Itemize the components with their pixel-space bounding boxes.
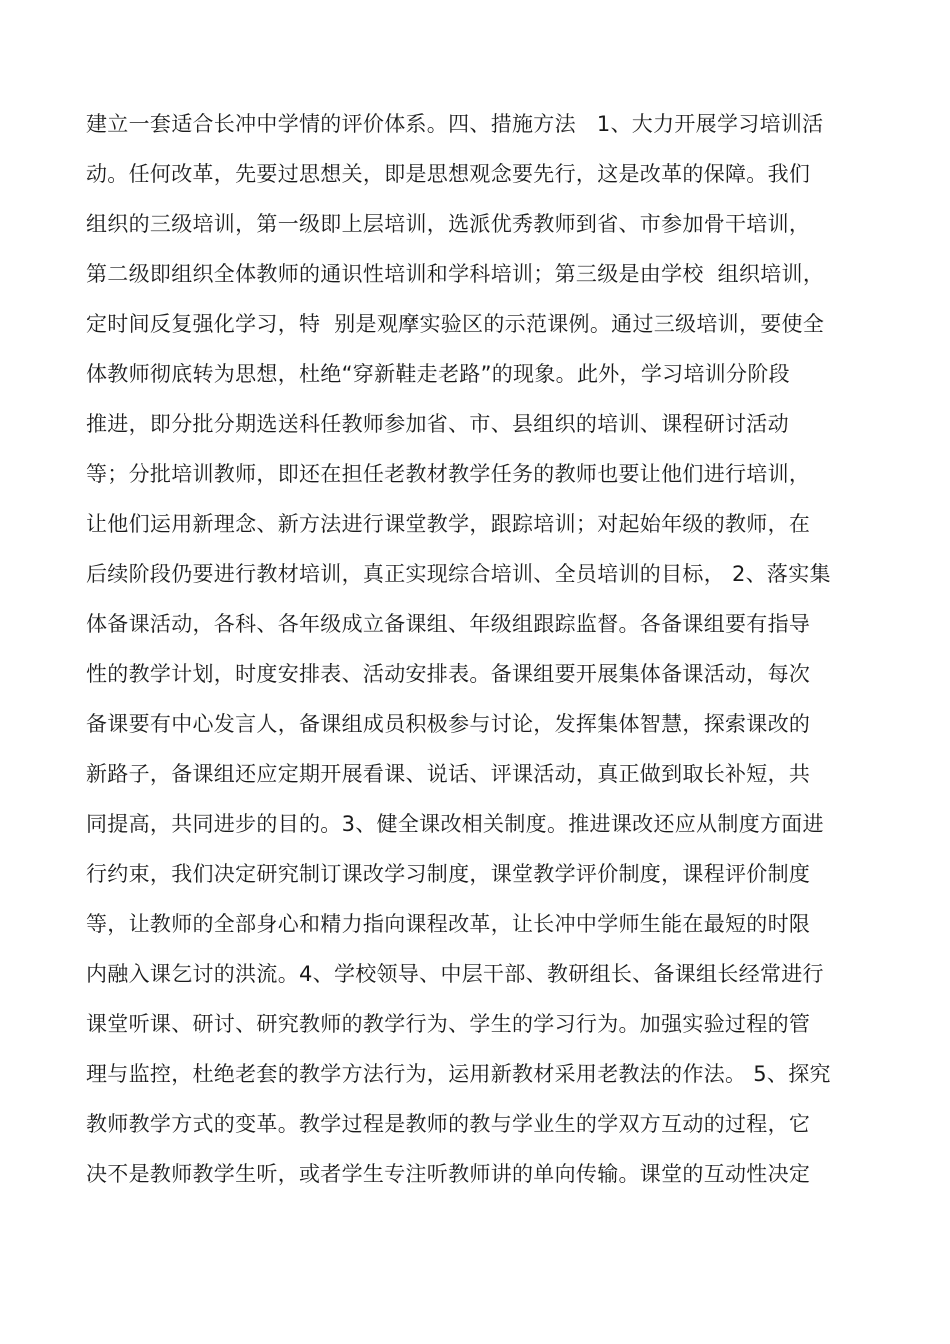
text-line: 后续阶段仍要进行教材培训，真正实现综合培训、全员培训的目标， 2、落实集 bbox=[86, 562, 831, 586]
text-line: 第二级即组织全体教师的通识性培训和学科培训；第三级是由学校 组织培训， bbox=[86, 262, 825, 286]
text-line: 等，让教师的全部身心和精力指向课程改革，让长冲中学师生能在最短的时限 bbox=[86, 912, 811, 936]
text-line: 组织的三级培训，第一级即上层培训，选派优秀教师到省、市参加骨干培训， bbox=[86, 212, 811, 236]
text-line: 决不是教师教学生听，或者学生专注听教师讲的单向传输。课堂的互动性决定 bbox=[86, 1162, 811, 1186]
text-line: 建立一套适合长冲中学情的评价体系。四、措施方法 1、大力开展学习培训活 bbox=[86, 112, 824, 136]
text-line: 让他们运用新理念、新方法进行课堂教学，跟踪培训；对起始年级的教师，在 bbox=[86, 512, 811, 536]
text-line: 定时间反复强化学习，特 别是观摩实验区的示范课例。通过三级培训，要使全 bbox=[86, 312, 825, 336]
text-line: 等；分批培训教师，即还在担任老教材教学任务的教师也要让他们进行培训， bbox=[86, 462, 811, 486]
text-line: 同提高，共同进步的目的。3、健全课改相关制度。推进课改还应从制度方面进 bbox=[86, 812, 824, 836]
text-line: 动。任何改革，先要过思想关，即是思想观念要先行，这是改革的保障。我们 bbox=[86, 162, 811, 186]
text-line: 新路子，备课组还应定期开展看课、说话、评课活动，真正做到取长补短，共 bbox=[86, 762, 811, 786]
body-text bbox=[86, 104, 886, 1204]
text-line: 课堂听课、研讨、研究教师的教学行为、学生的学习行为。加强实验过程的管 bbox=[86, 1012, 811, 1036]
text-line: 体备课活动，各科、各年级成立备课组、年级组跟踪监督。各备课组要有指导 bbox=[86, 612, 811, 636]
text-line: 行约束，我们决定研究制订课改学习制度，课堂教学评价制度，课程评价制度 bbox=[86, 862, 811, 886]
text-line: 教师教学方式的变革。教学过程是教师的教与学业生的学双方互动的过程，它 bbox=[86, 1112, 811, 1136]
text-line: 理与监控，杜绝老套的教学方法行为，运用新教材采用老教法的作法。 5、探究 bbox=[86, 1062, 831, 1086]
text-line: 推进，即分批分期选送科任教师参加省、市、县组织的培训、课程研讨活动 bbox=[86, 412, 789, 436]
text-line: 体教师彻底转为思想，杜绝“穿新鞋走老路”的现象。此外，学习培训分阶段 bbox=[86, 362, 790, 386]
text-line: 性的教学计划，时度安排表、活动安排表。备课组要开展集体备课活动，每次 bbox=[86, 662, 811, 686]
text-line: 备课要有中心发言人，备课组成员积极参与讨论，发挥集体智慧，探索课改的 bbox=[86, 712, 811, 736]
text-line: 内融入课乞讨的洪流。4、学校领导、中层干部、教研组长、备课组长经常进行 bbox=[86, 962, 824, 986]
